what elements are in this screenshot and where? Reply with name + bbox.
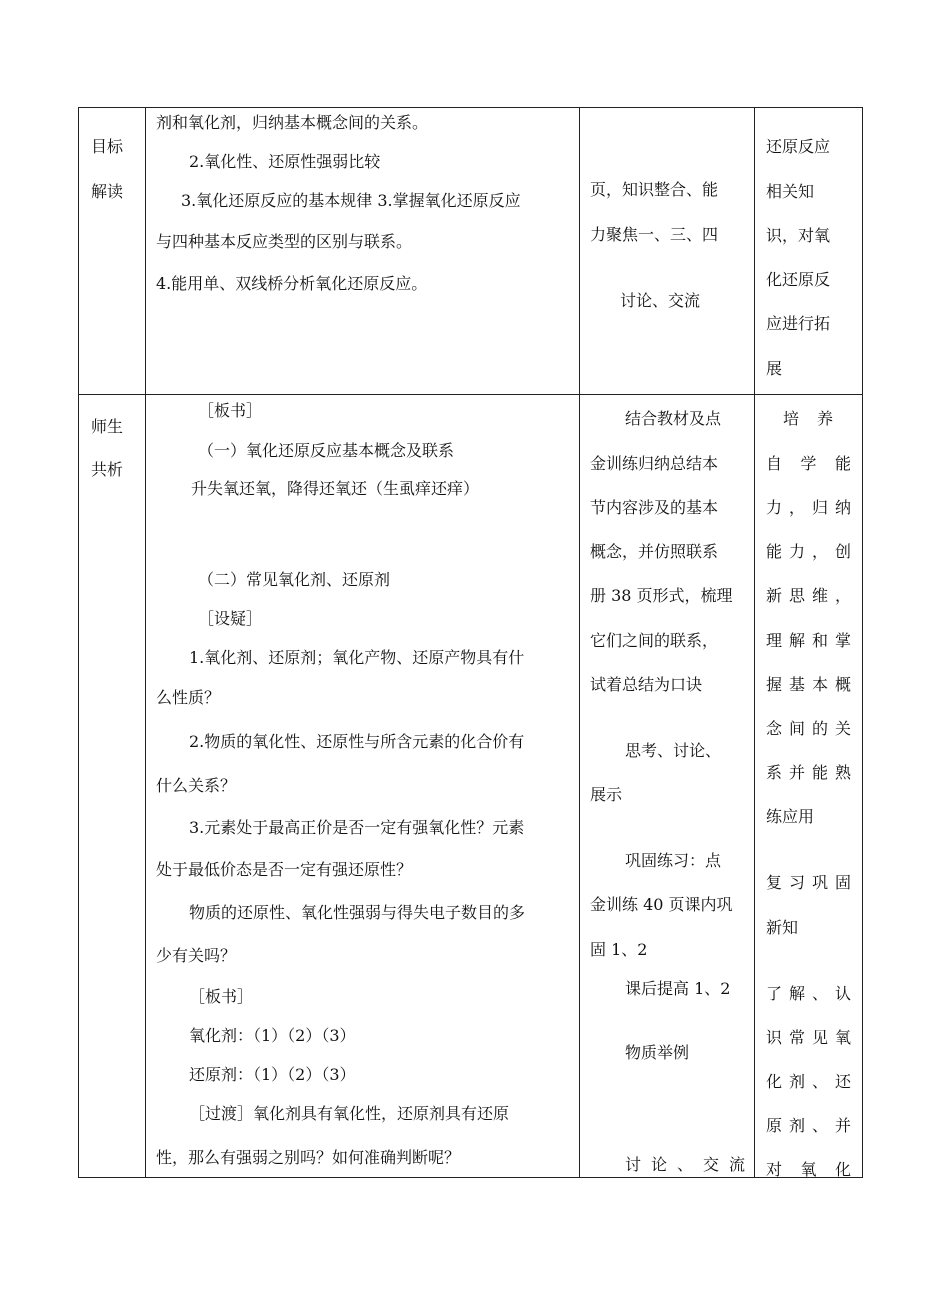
content-line: ［设疑］	[198, 609, 263, 628]
content-line: 还原剂：（1）（2）（3）	[189, 1065, 356, 1084]
purpose-line: 应进行拓	[766, 314, 831, 333]
goals-activity-cell	[580, 108, 754, 394]
co-analysis-content-cell	[146, 395, 579, 1177]
activity-line: 力聚焦一、三、四	[590, 225, 719, 244]
activity-line: 页，知识整合、能	[590, 180, 719, 199]
content-line: 性，那么有强弱之别吗？如何准确判断呢？	[156, 1148, 461, 1167]
purpose-line: 相关知	[766, 182, 815, 201]
purpose-line: 自 学 能	[766, 454, 851, 473]
content-line: 3.氧化还原反应的基本规律 3.掌握氧化还原反应	[181, 191, 521, 210]
goals-purpose-cell	[755, 108, 862, 394]
purpose-line: 原 剂 、 并	[766, 1116, 851, 1135]
content-line: 剂和氧化剂，归纳基本概念间的关系。	[156, 113, 429, 132]
content-line: 么性质？	[156, 688, 221, 707]
purpose-line: 握 基 本 概	[766, 675, 851, 694]
purpose-line: 化 剂 、 还	[766, 1072, 851, 1091]
row-label-text: 目标	[91, 137, 124, 156]
purpose-line: 系 并 能 熟	[766, 763, 851, 782]
activity-line: 展示	[590, 785, 623, 804]
purpose-line: 化还原反	[766, 270, 831, 289]
activity-line: 思考、讨论、	[625, 741, 722, 760]
activity-line: 概念，并仿照联系	[590, 542, 719, 561]
row-label-goals	[79, 108, 145, 394]
row-label-text: 师生	[91, 417, 124, 436]
activity-line: 它们之间的联系，	[590, 631, 719, 650]
activity-line: 巩固练习：点	[625, 851, 722, 870]
activity-line: 讨论、交流	[620, 291, 701, 310]
content-line: 2.物质的氧化性、还原性与所含元素的化合价有	[189, 732, 525, 751]
purpose-line: 练应用	[766, 807, 815, 826]
content-line: 4.能用单、双线桥分析氧化还原反应。	[156, 274, 428, 293]
activity-line: 固 1、2	[590, 940, 648, 959]
content-line: 处于最低价态是否一定有强还原性？	[156, 860, 413, 879]
activity-line: 结合教材及点	[625, 409, 722, 428]
content-line: ［板书］	[198, 401, 263, 420]
purpose-line: 理 解 和 掌	[766, 631, 851, 650]
activity-line: 课后提高 1、2	[625, 979, 731, 998]
content-line: （一）氧化还原反应基本概念及联系	[198, 441, 455, 460]
activity-line: 金训练归纳总结本	[590, 454, 719, 473]
content-line: 氧化剂：（1）（2）（3）	[189, 1026, 356, 1045]
row-label-text: 共析	[91, 460, 124, 479]
content-line: 物质的还原性、氧化性强弱与得失电子数目的多	[189, 903, 526, 922]
content-line: 3.元素处于最高正价是否一定有强氧化性？元素	[189, 818, 525, 837]
purpose-line: 还原反应	[766, 137, 831, 156]
content-line: ［板书］	[189, 987, 254, 1006]
content-line: 升失氧还氧，降得还氧还（生虱痒还痒）	[191, 479, 480, 498]
co-analysis-purpose-cell	[755, 395, 862, 1177]
content-line: ［过渡］氧化剂具有氧化性，还原剂具有还原	[189, 1104, 510, 1123]
activity-line: 册 38 页形式，梳理	[590, 586, 733, 605]
lesson-plan-table	[78, 107, 863, 1178]
activity-line: 金训练 40 页课内巩	[590, 895, 733, 914]
purpose-line: 念 间 的 关	[766, 719, 851, 738]
purpose-line: 对 氧 化	[766, 1160, 851, 1179]
row-label-text: 解读	[91, 182, 124, 201]
activity-line: 节内容涉及的基本	[590, 498, 719, 517]
purpose-line: 能 力 ， 创	[766, 542, 851, 561]
activity-line: 讨 论 、 交 流	[625, 1155, 745, 1174]
content-line: （二）常见氧化剂、还原剂	[198, 570, 391, 589]
purpose-line: 识，对氧	[766, 226, 831, 245]
co-analysis-activity-cell	[580, 395, 754, 1177]
content-line: 1.氧化剂、还原剂；氧化产物、还原产物具有什	[189, 648, 525, 667]
goals-content-cell	[146, 108, 579, 394]
purpose-line: 力 ， 归 纳	[766, 498, 851, 517]
content-line: 2.氧化性、还原性强弱比较	[189, 152, 381, 171]
purpose-line: 展	[766, 359, 783, 378]
row-label-co-analysis	[79, 395, 145, 1177]
activity-line: 试着总结为口诀	[590, 675, 703, 694]
purpose-line: 培养	[782, 409, 851, 428]
purpose-line: 新知	[766, 918, 799, 937]
activity-line: 物质举例	[625, 1043, 690, 1062]
purpose-line: 了 解 、 认	[766, 984, 851, 1003]
purpose-line: 识 常 见 氧	[766, 1028, 851, 1047]
purpose-line: 复 习 巩 固	[766, 873, 851, 892]
content-line: 少有关吗？	[156, 946, 237, 965]
content-line: 与四种基本反应类型的区别与联系。	[156, 232, 413, 251]
purpose-line: 新 思 维 ，	[766, 586, 851, 605]
content-line: 什么关系？	[156, 776, 237, 795]
